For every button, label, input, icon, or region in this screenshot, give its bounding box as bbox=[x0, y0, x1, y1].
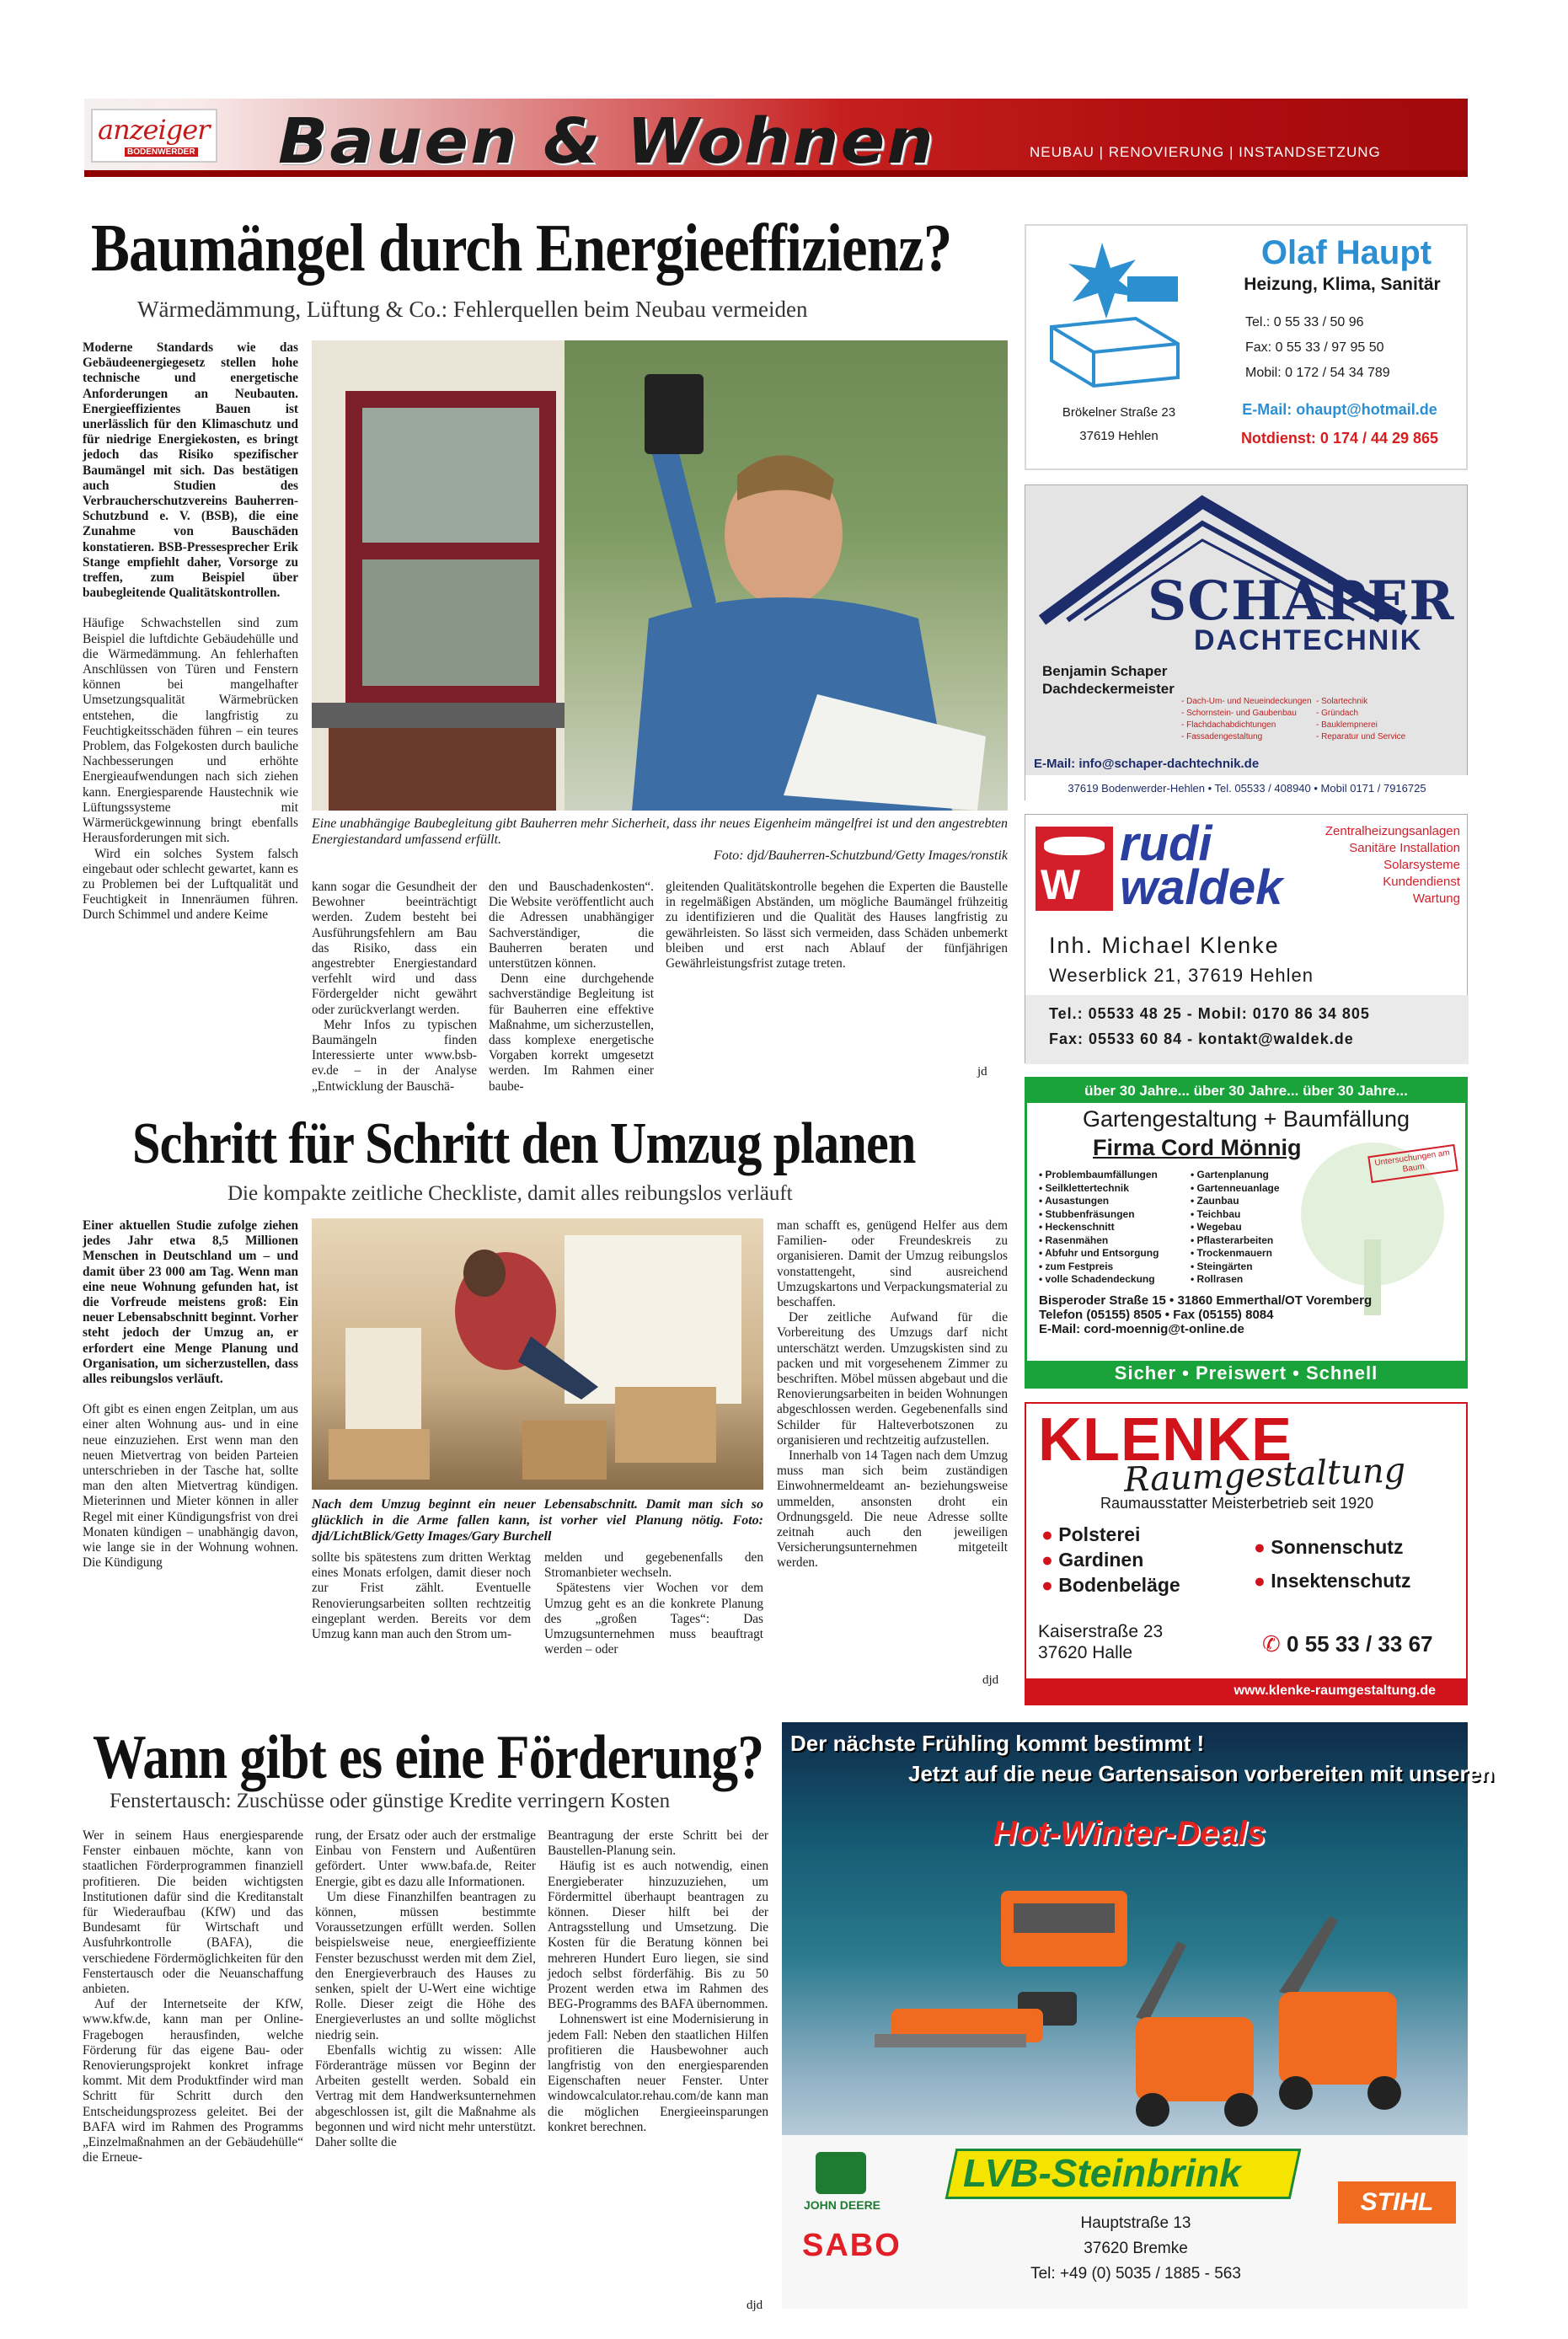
service-item: • Gartenplanung bbox=[1191, 1169, 1269, 1180]
paragraph: Um diese Finanzhilfen beantragen zu können, müssen bestimmte Voraussetzungen erfüllt werden. Sollen beispielsweise neue, energieeffiziente Fenster bezuschusst werden mit dem Ziel, den Energieverbrauch des Hauses zu senken, spielt der U-Wert eine wichtige Rolle. Dieser zeigt die Höhe des Energieverlustes an und sollte möglichst niedrig sein. bbox=[315, 1889, 536, 2042]
service-item: Sanitäre Installation bbox=[1349, 841, 1460, 855]
ad-footer: Sicher • Preiswert • Schnell bbox=[1027, 1361, 1465, 1386]
ad-banner: über 30 Jahre... über 30 Jahre... über 30 Jahre... bbox=[1027, 1079, 1465, 1103]
service-item: ● Gardinen bbox=[1041, 1549, 1144, 1571]
ad-subline: Jetzt auf die neue Gartensaison vorbereiten mit unseren bbox=[908, 1761, 1494, 1786]
author-sign: djd bbox=[982, 1673, 999, 1687]
article-subhead: Wärmedämmung, Lüftung & Co.: Fehlerquellen beim Neubau vermeiden bbox=[137, 297, 808, 322]
section-title: Bauen & Wohnen bbox=[278, 105, 935, 178]
ad-phone: Tel.: 0 55 33 / 50 96 bbox=[1245, 315, 1364, 329]
ad-company-sub: DACHTECHNIK bbox=[1194, 624, 1423, 656]
service-item: • Trockenmauern bbox=[1191, 1247, 1272, 1259]
ad-street: Brökelner Straße 23 bbox=[1062, 405, 1176, 420]
ad-schaper-dachtechnik[interactable] bbox=[1025, 484, 1468, 800]
ad-brand: JOHN DEERE bbox=[804, 2198, 881, 2212]
ad-owner-title: Dachdeckermeister bbox=[1042, 681, 1175, 697]
ad-fax: Fax: 05533 60 84 - kontakt@waldek.de bbox=[1049, 1030, 1354, 1047]
service-item: • Problembaumfällungen bbox=[1039, 1169, 1158, 1180]
service-item: • Wegebau bbox=[1191, 1221, 1242, 1233]
service-item: Zentralheizungsanlagen bbox=[1325, 824, 1460, 838]
service-item: ● Polsterei bbox=[1041, 1523, 1141, 1545]
ad-trade: Heizung, Klima, Sanitär bbox=[1244, 275, 1441, 294]
service-item: ● Sonnenschutz bbox=[1254, 1536, 1404, 1558]
plumbing-icon bbox=[1043, 243, 1186, 386]
ad-contact bbox=[1245, 310, 1390, 386]
paragraph: Oft gibt es einen engen Zeitplan, um aus einer alten Wohnung aus- und in eine neue einzuziehen. Erst wenn man den neuen Mietvertrag von beiden Parteien unterschrieben in der Tasche hat, sollte man den alten Mietvertrag kündigen. Mieterinnen und Mieter können in aller Regel mit einer Kündigungsfrist von drei Monaten kündigen – unabhängig davon, wie lange sie in der Wohnung wohnen. Die Kündigung bbox=[83, 1402, 298, 1571]
article-column bbox=[83, 1218, 298, 1680]
service-item: ● Bodenbeläge bbox=[1041, 1574, 1180, 1596]
paragraph: rung, der Ersatz oder auch der erstmalige Einbau von Fenstern und Außentüren gefördert. Unter www.bafa.de, Reiter Energie, gibt es dazu alle Informationen. bbox=[315, 1828, 536, 1889]
article-column bbox=[83, 1828, 303, 2314]
service-item: ● Insektenschutz bbox=[1254, 1570, 1411, 1592]
article-column bbox=[666, 880, 1008, 1082]
ad-company-name: SCHAPER bbox=[1148, 570, 1455, 633]
paragraph: Wird ein solches System falsch eingebaut oder schlecht gewartet, kann es zu Problemen bei der Luftqualität und Feuchtigkeit in Innenräumen führen. Durch Schimmel und andere Keime bbox=[83, 846, 298, 923]
ad-phone: Tel.: 05533 48 25 - Mobil: 0170 86 34 805 bbox=[1049, 1005, 1370, 1022]
ad-rudi-waldek[interactable] bbox=[1025, 814, 1468, 1063]
article-subhead: Fenstertausch: Zuschüsse oder günstige Kredite verringern Kosten bbox=[110, 1790, 671, 1812]
article-column bbox=[312, 1550, 531, 1685]
service-item: • Rollrasen bbox=[1191, 1273, 1244, 1285]
ad-company-name: Firma Cord Mönnig bbox=[1093, 1135, 1302, 1160]
article-lead: Einer aktuellen Studie zufolge ziehen jedes Jahr etwa 8,5 Millionen Menschen in Deutschland um – und damit über 23 000 am Tag. Wenn man eine neue Wohnung gefunden hat, ist die Vorfreude meistens groß: Ein neuer Lebensabschnitt beginnt. Vorher steht jedoch der Umzug an, er erfordert eine Menge Planung und Organisation, um sicherzustellen, dass alles reibungslos verläuft. bbox=[83, 1218, 298, 1387]
paragraph: gleitenden Qualitätskontrolle begehen die Experten die Baustelle in regelmäßigen Abständen, um mögliche Baumängel frühzeitig zu identifizieren und die Qualität des Hauses langfristig zu gewährleisten. So lässt sich vermeiden, dass Schäden unbemerkt bleiben und erst nach Ablauf der fünfjährigen Gewährleistungsfrist zutage treten. bbox=[666, 880, 1008, 971]
ad-emergency: Notdienst: 0 174 / 44 29 865 bbox=[1240, 430, 1439, 447]
article-photo bbox=[312, 1218, 763, 1490]
service-item: • Abfuhr und Entsorgung bbox=[1039, 1247, 1159, 1259]
ad-mobile: Mobil: 0 172 / 54 34 789 bbox=[1245, 366, 1390, 380]
ad-klenke-raumgestaltung[interactable] bbox=[1025, 1402, 1468, 1705]
ad-city: 37619 Hehlen bbox=[1079, 429, 1159, 443]
ad-lvb-steinbrink[interactable] bbox=[782, 1722, 1494, 2309]
article-headline: Baumängel durch Energieeffizienz? bbox=[91, 211, 952, 286]
service-item: Solarsysteme bbox=[1383, 858, 1460, 872]
ad-script-title: Raumgestaltung bbox=[1123, 1451, 1406, 1500]
paragraph: man schafft es, genügend Helfer aus dem Familien- oder Freundeskreis zu organisieren. Damit der Umzug reibungslos vonstattengeht, sind ausreichend Umzugskartons und Verpackungsmaterial zu beschaffen. bbox=[777, 1218, 1008, 1310]
ad-headline: Der nächste Frühling kommt bestimmt ! bbox=[790, 1731, 1205, 1756]
ad-brand: STIHL bbox=[1338, 2181, 1456, 2224]
ad-services-right bbox=[1191, 1169, 1280, 1287]
article-column bbox=[312, 880, 477, 1094]
article-column bbox=[548, 1828, 768, 2314]
ad-owner bbox=[1042, 662, 1175, 698]
ad-name-first: rudi bbox=[1120, 816, 1212, 871]
photo-credit: Foto: djd/Bauherren-Schutzbund/Getty Images/ronstik bbox=[714, 848, 1008, 863]
paragraph: Beantragung der erste Schritt bei der Baustellen-Planung sein. bbox=[548, 1828, 768, 1859]
service-item: - Gründach bbox=[1316, 709, 1359, 718]
ad-address bbox=[967, 2211, 1304, 2287]
ad-services-left bbox=[1039, 1169, 1159, 1287]
ad-title: Gartengestaltung + Baumfällung bbox=[1082, 1106, 1410, 1132]
paragraph: Mehr Infos zu typischen Baumängeln finden Interessierte unter www.bsb-ev.de – in der Analyse „Entwicklung der Bauschä- bbox=[312, 1017, 477, 1094]
service-item: • Seilklettertechnik bbox=[1039, 1181, 1129, 1194]
article-lead: Moderne Standards wie das Gebäudeenergiegesetz stellen hohe technische und energetische Anforderungen an Neubauten. Energieeffizientes Bauen ist unerlässlich für den Klimaschutz und für niedrige Energiekosten, es bringt jedoch das Risiko spezifischer Baumängel mit sich. Das bestätigen auch Studien des Verbraucherschutzvereins Bauherren-Schutzbund e. V. (BSB), die eine Zunahme von Bauschäden konstatieren. BSB-Pressesprecher Erik Stange empfiehlt daher, Vorsorge zu treffen, zum Beispiel über baubegleitende Qualitätskontrollen. bbox=[83, 340, 298, 601]
service-item: • Heckenschnitt bbox=[1039, 1221, 1115, 1233]
ad-company-name: Olaf Haupt bbox=[1260, 234, 1432, 271]
garden-tools-illustration bbox=[858, 1865, 1414, 2135]
ad-brand: SABO bbox=[802, 2228, 902, 2263]
ad-company-name: LVB-Steinbrink bbox=[963, 2151, 1241, 2195]
article-column bbox=[315, 1828, 536, 2314]
service-item: Kundendienst bbox=[1383, 875, 1460, 889]
ad-services bbox=[1278, 823, 1460, 907]
ad-address: Bisperoder Straße 15 • 31860 Emmerthal/OT Voremberg bbox=[1039, 1293, 1373, 1308]
ad-fax: Fax: 0 55 33 / 97 95 50 bbox=[1245, 340, 1384, 355]
ad-address: Weserblick 21, 37619 Hehlen bbox=[1049, 965, 1314, 986]
paragraph: Denn eine durchgehende sachverständige Begleitung ist für Bauherren eine effektive Maßnahme, um sicherzustellen, dass komplexe energetische Vorgaben korrekt umgesetzt werden. Im Rahmen einer baube- bbox=[489, 971, 654, 1094]
service-item: • Ausastungen bbox=[1039, 1195, 1110, 1207]
publication-logo[interactable] bbox=[91, 109, 217, 163]
author-sign: jd bbox=[977, 1065, 987, 1079]
service-item: - Fassadengestaltung bbox=[1181, 732, 1263, 741]
ad-owner-name: Benjamin Schaper bbox=[1042, 663, 1168, 679]
ad-stamp: Untersuchungen am Baum bbox=[1367, 1144, 1458, 1183]
article-subhead: Die kompakte zeitliche Checkliste, damit alles reibungslos verläuft bbox=[227, 1182, 793, 1205]
paragraph: Häufige Schwachstellen sind zum Beispiel die luftdichte Gebäudehülle und die Wärmedämmung. An fehlerhaften Anschlüssen von Türen und Fenstern können bei mangelhafter Umsetzungsqualität Wärmebrücken entstehen, die langfristig zu Feuchtigkeitsschäden führen – ein teures Problem, das Folgekosten durch bauliche Nachbesserungen und erhöhte Energieaufwendungen nach sich ziehen kann. Energiesparende Haustechnik wie Lüftungssysteme mit Wärmerückgewinnung bringt ebenfalls Herausforderungen mit sich. bbox=[83, 616, 298, 846]
section-subtitle: NEUBAU | RENOVIERUNG | INSTANDSETZUNG bbox=[1030, 144, 1381, 160]
ad-email[interactable]: E-Mail: info@schaper-dachtechnik.de bbox=[1034, 757, 1260, 771]
ad-tagline: Raumausstatter Meisterbetrieb seit 1920 bbox=[1100, 1495, 1374, 1512]
logo-subtext: BODENWERDER bbox=[125, 147, 198, 157]
service-item: - Dach-Um- und Neueindeckungen bbox=[1181, 697, 1312, 706]
phone-icon: ✆ bbox=[1262, 1631, 1287, 1657]
article-headline: Schritt für Schritt den Umzug planen bbox=[132, 1111, 916, 1176]
ad-name-last: waldek bbox=[1120, 860, 1283, 915]
ad-olaf-haupt[interactable] bbox=[1025, 224, 1468, 470]
article-photo bbox=[312, 340, 1008, 811]
service-item: • Pflasterarbeiten bbox=[1191, 1234, 1274, 1246]
service-item: - Solartechnik bbox=[1316, 697, 1368, 706]
ad-email[interactable]: E-Mail: ohaupt@hotmail.de bbox=[1242, 401, 1437, 418]
paragraph: Der zeitliche Aufwand für die Vorbereitung des Umzugs darf nicht unterschätzt werden. Umzugskisten sind zu packen und mit vorgesehenem Zimmer zu beschriften. Möbel müssen abgebaut und die Renovierungsarbeiten in beiden Wohnungen abgeschlossen werden. Gegebenenfalls sind Schilder für Halteverbotszonen zu organisieren und rechtzeitig aufzustellen. bbox=[777, 1310, 1008, 1448]
ad-services-left bbox=[1041, 1522, 1180, 1598]
service-item: - Schornstein- und Gaubenbau bbox=[1181, 709, 1297, 718]
ad-phone: Tel: +49 (0) 5035 / 1885 - 563 bbox=[1030, 2265, 1241, 2283]
ad-city: 37620 Halle bbox=[1038, 1643, 1133, 1662]
service-item: • Zaunbau bbox=[1191, 1195, 1239, 1207]
service-item: • zum Festpreis bbox=[1039, 1260, 1114, 1272]
paragraph: Häufig ist es auch notwendig, einen Energieberater hinzuzuziehen, um Fördermittel überhaupt beantragen zu können. Dieser hilft bei der Antragsstellung und Umsetzung. Die Kosten für die Beratung können bei mehreren Hundert Euro liegen, sie sind jedoch selbst förderfähig. Bis zu 50 Prozent werden etwa im Rahmen des BEG-Programms des BAFA übernommen. bbox=[548, 1859, 768, 2012]
photo-caption bbox=[312, 816, 1008, 864]
waldek-logo: W bbox=[1036, 827, 1113, 911]
ad-services-left bbox=[1181, 696, 1312, 743]
article-headline: Wann gibt es eine Förderung? bbox=[93, 1723, 764, 1792]
ad-company-name: KLENKE bbox=[1038, 1406, 1293, 1474]
paragraph: Auf der Internetseite der KfW, www.kfw.de, kann man per Online-Fragebogen herausfinden, welche Förderung für das eigene Bau- oder Renovierungsprojekt konkret infrage kommt. Mit dem Produktfinder wird man Schritt für Schritt durch den Entscheidungsprozess geleitet. Bei der BAFA wird im Rahmen des Programms „Einzelmaßnahmen an der Gebäudehülle“ die Erneue- bbox=[83, 1997, 303, 2165]
ad-phone: Telefon (05155) 8505 • Fax (05155) 8084 bbox=[1039, 1308, 1274, 1322]
paragraph: melden und gegebenenfalls den Stromanbieter wechseln. bbox=[544, 1550, 763, 1581]
paragraph: Ebenfalls wichtig zu wissen: Alle Förderanträge müssen vor Beginn der Arbeiten gestellt werden. Sobald ein Vertrag mit dem Handwerksunternehmen abgeschlossen ist, gilt die Maßnahme als begonnen und wird nicht mehr unterstützt. Daher sollte die bbox=[315, 2042, 536, 2150]
article-column bbox=[544, 1550, 763, 1685]
ad-services-right bbox=[1316, 696, 1405, 743]
paragraph: sollte bis spätestens zum dritten Werktag eines Monats erfolgen, damit dieser noch zur Frist zählt. Eventuelle Renovierungsarbeiten sollten rechtzeitig eingeplant werden. Bereits vor dem Umzug kann man auch den Strom um- bbox=[312, 1550, 531, 1642]
john-deere-logo bbox=[816, 2152, 866, 2194]
ad-address bbox=[1038, 1621, 1163, 1663]
paragraph: Innerhalb von 14 Tagen nach dem Umzug muss man sich beim zuständigen Einwohnermeldeamt an- beziehungsweise ummelden, ansonsten droht ein Ordnungsgeld. Die neue Adresse sollte zeitnah auch den jeweiligen Versicherungsunternehmen mitgeteilt werden. bbox=[777, 1448, 1008, 1571]
paragraph: kann sogar die Gesundheit der Bewohner beeinträchtigt werden. Zudem besteht bei Ausführungsfehlern am Bau das Risiko, dass ein angestrebter Energiestandard verfehlt wird und dass Fördergelder nicht gewährt oder zurückverlangt werden. bbox=[312, 880, 477, 1017]
ad-email[interactable]: E-Mail: cord-moennig@t-online.de bbox=[1039, 1322, 1244, 1336]
service-item: • Gartenneuanlage bbox=[1191, 1181, 1280, 1194]
article-column bbox=[83, 340, 298, 1082]
ad-website[interactable]: www.klenke-raumgestaltung.de bbox=[1026, 1678, 1466, 1704]
paragraph: Wer in seinem Haus energiesparende Fenster einbauen möchte, kann von staatlichen Förderprogrammen finanziell profitieren. Die beiden wichtigsten Institutionen dafür sind die Kreditanstalt für Wiederaufbau (KfW) und das Bundesamt für Wirtschaft und Ausfuhrkontrolle (BAFA), die verschiedene Fördermöglichkeiten für den Fenstertausch oder die Neuanschaffung anbieten. bbox=[83, 1828, 303, 1997]
ad-address bbox=[1043, 401, 1195, 448]
ad-contact bbox=[1039, 1293, 1372, 1336]
service-item: Wartung bbox=[1412, 891, 1460, 906]
service-item: - Bauklempnerei bbox=[1316, 720, 1378, 730]
ad-contact-line: 37619 Bodenwerder-Hehlen • Tel. 05533 / 408940 • Mobil 0171 / 7916725 bbox=[1025, 775, 1469, 801]
ad-phone: ✆ 0 55 33 / 33 67 bbox=[1262, 1631, 1433, 1657]
caption-text: Eine unabhängige Baubegleitung gibt Bauherren mehr Sicherheit, dass ihr neues Eigenheim mängelfrei ist und den angestrebten Energiestandard umfassend erfüllt. bbox=[312, 816, 1008, 847]
service-item: • Stubbenfräsungen bbox=[1039, 1207, 1135, 1220]
service-item: • volle Schadendeckung bbox=[1039, 1273, 1155, 1285]
logo-text: anzeiger bbox=[98, 114, 210, 146]
service-item: • Rasenmähen bbox=[1039, 1234, 1109, 1246]
photo-caption: Nach dem Umzug beginnt ein neuer Lebensabschnitt. Damit man sich so glücklich in die Arme fallen kann, ist vorher viel Planung nötig. Foto: djd/LichtBlick/Getty Images/Gary Burchell bbox=[312, 1497, 763, 1544]
service-item: - Flachdachabdichtungen bbox=[1181, 720, 1276, 730]
paragraph: Spätestens vier Wochen vor dem Umzug geht es an die konkrete Planung des „großen Tages“: Das Umzugsunternehmen muss beauftragt werden – oder bbox=[544, 1581, 763, 1657]
article-column bbox=[489, 880, 654, 1094]
service-item: • Teichbau bbox=[1191, 1207, 1241, 1220]
ad-cord-moennig[interactable] bbox=[1025, 1077, 1468, 1389]
ad-deals: Hot-Winter-Deals bbox=[993, 1815, 1266, 1852]
paragraph: den und Bauschadenkosten“. Die Website veröffentlicht auch die Adressen unabhängiger Sachverständiger, die Bauherren beraten und unterstützen können. bbox=[489, 880, 654, 971]
paragraph: Lohnenswert ist eine Modernisierung in jedem Fall: Neben den staatlichen Hilfen profitieren die Hausbewohner auch langfristig von den energiesparenden Eigenschaften neuer Fenster. Unter windowcalculator.rehau.com/de kann man die möglichen Energieeinsparungen konkret berechnen. bbox=[548, 2012, 768, 2134]
service-item: • Steingärten bbox=[1191, 1260, 1253, 1272]
ad-city: 37620 Bremke bbox=[1084, 2240, 1188, 2257]
ad-street: Hauptstraße 13 bbox=[1080, 2214, 1191, 2232]
author-sign: djd bbox=[747, 2299, 763, 2312]
ad-services-right bbox=[1254, 1530, 1410, 1598]
service-item: - Reparatur und Service bbox=[1316, 732, 1406, 741]
ad-owner: Inh. Michael Klenke bbox=[1049, 933, 1280, 958]
article-column bbox=[777, 1218, 1008, 1680]
ad-street: Kaiserstraße 23 bbox=[1038, 1622, 1164, 1641]
